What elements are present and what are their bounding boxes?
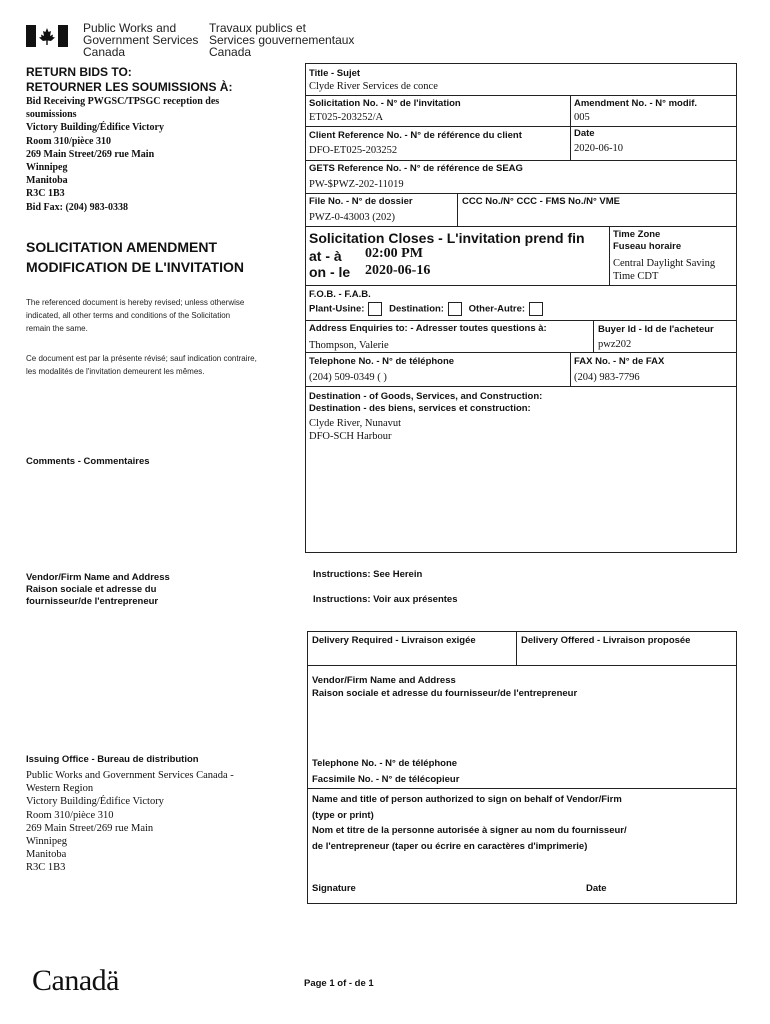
issuing-line: Manitoba [26,849,67,861]
vendor-left-line-3: fournisseur/de l'entrepreneur [26,596,159,607]
address-line: soumissions [26,109,77,121]
auth-line-3: Nom et titre de la personne autorisée à signer au nom du fournisseur/ [312,825,627,836]
address-line: Victory Building/Édifice Victory [26,122,164,134]
fob-label: F.O.B. - F.A.B. [309,289,371,300]
gets-reference-label: GETS Reference No. - N° de référence de SEAG [309,163,523,174]
ccc-no-label: CCC No./N° CCC - FMS No./N° VME [462,196,621,207]
return-bids-title-en: RETURN BIDS TO: [26,65,132,79]
note-line: The referenced document is hereby revised; unless otherwise [26,298,245,307]
auth-line-4: de l'entrepreneur (taper ou écrire en caractères d'imprimerie) [312,840,588,852]
time-zone-label-fr: Fuseau horaire [613,241,682,252]
other-autre-label: Other-Autre: [468,303,526,315]
fob-options [309,302,547,317]
dept-fr-line-2: Services gouvernementaux [209,33,355,47]
amendment-note-en [26,296,244,335]
delivery-required-label: Delivery Required - Livraison exigée [312,635,476,646]
time-zone-value [613,257,715,283]
comments-label: Comments - Commentaires [26,456,150,467]
buyer-id-value: pwz202 [598,339,632,350]
vendor-left-line-1: Vendor/Firm Name and Address [26,572,170,583]
address-line: Winnipeg [26,162,68,174]
issuing-line: R3C 1B3 [26,862,66,874]
time-zone-value-line-1: Central Daylight Saving [613,258,716,269]
amendment-no-label: Amendment No. - N° modif. [574,98,698,109]
vendor-telephone-label: Telephone No. - N° de téléphone [312,758,458,769]
delivery-offered-label: Delivery Offered - Livraison proposée [521,635,691,646]
destination-option-label: Destination: [389,303,444,315]
address-line: Manitoba [26,175,68,187]
vendor-firm-name-label [312,674,577,700]
time-zone-value-line-2: Time CDT [613,271,659,282]
address-line: 269 Main Street/269 rue Main [26,148,155,160]
vendor-left-line-2: Raison sociale et adresse du [26,584,157,595]
address-line: R3C 1B3 [26,188,65,200]
dept-fr-line-3: Canada [209,45,252,59]
dept-en-line-1: Public Works and [83,21,177,35]
note-line: Ce document est par la présente révisé; sauf indication contraire, [26,354,257,363]
signature-date-label: Date [586,883,607,894]
amendment-note-fr [26,352,257,378]
buyer-id-label: Buyer Id - Id de l'acheteur [598,324,714,335]
issuing-office-address [26,769,234,875]
client-reference-label: Client Reference No. - N° de référence du client [309,130,522,141]
return-bids-title [26,65,232,95]
issuing-line: Western Region [26,783,94,795]
canada-flag-logo [26,25,68,47]
issuing-office-label: Issuing Office - Bureau de distribution [26,754,199,765]
amendment-title [26,237,244,277]
bid-fax: Bid Fax: (204) 983-0338 [26,201,128,213]
date-label: Date [574,128,595,139]
page-number: Page 1 of - de 1 [304,978,374,989]
note-line: remain the same. [26,324,88,333]
dept-fr-line-1: Travaux publics et [209,21,306,35]
dept-en-line-3: Canada [83,45,126,59]
address-line: Bid Receiving PWGSC/TPSGC reception des [26,96,220,107]
instructions-fr: Instructions: Voir aux présentes [313,594,458,605]
vendor-name-line-1: Vendor/Firm Name and Address [312,675,456,686]
destination-value-line-1: Clyde River, Nunavut [309,418,402,429]
department-name-fr [209,22,354,58]
destination-value-line-2: DFO-SCH Harbour [309,431,392,442]
issuing-line: Public Works and Government Services Canada - [26,770,234,781]
note-line: indicated, all other terms and conditions of the Solicitation [26,311,231,320]
closes-date-value: 2020-06-16 [365,263,431,278]
address-line: Room 310/pièce 310 [26,135,111,147]
title-value: Clyde River Services de conce [309,81,438,92]
vendor-name-line-2: Raison sociale et adresse du fournisseur/de l'entrepreneur [312,688,578,699]
amendment-no-value: 005 [574,112,590,123]
destination-label [309,391,542,415]
date-value: 2020-06-10 [574,143,623,154]
title-label: Title - Sujet [309,68,361,79]
signature-label: Signature [312,883,356,894]
issuing-line: 269 Main Street/269 rue Main [26,822,154,834]
plant-usine-label: Plant-Usine: [309,303,365,315]
destination-label-fr: Destination - des biens, services et construction: [309,403,531,414]
gets-reference-value: PW-$PWZ-202-11019 [309,179,404,190]
file-no-value: PWZ-0-43003 (202) [309,212,396,223]
amendment-title-fr: MODIFICATION DE L'INVITATION [26,259,244,275]
amendment-title-en: SOLICITATION AMENDMENT [26,239,218,255]
return-bids-address [26,95,219,214]
issuing-line: Victory Building/Édifice Victory [26,796,164,808]
instructions-en: Instructions: See Herein [313,569,423,580]
time-zone-label-en: Time Zone [613,229,661,240]
department-name-en [83,22,198,58]
file-no-label: File No. - N° de dossier [309,196,413,207]
time-zone-label [613,229,681,253]
closes-on-label: on - le [309,264,351,280]
vendor-firm-label-left [26,572,170,608]
auth-line-2: (type or print) [312,809,374,821]
solicitation-no-value: ET025-203252/A [309,112,384,123]
auth-line-1: Name and title of person authorized to sign on behalf of Vendor/Firm [312,794,622,805]
closes-time-value: 02:00 PM [365,246,423,261]
authorized-person-label [312,792,627,854]
telephone-value: (204) 509-0349 ( ) [309,372,387,383]
issuing-line: Winnipeg [26,836,67,848]
client-reference-value: DFO-ET025-203252 [309,145,398,156]
solicitation-closes-title: Solicitation Closes - L'invitation prend fin [309,230,585,246]
destination-checkbox[interactable] [448,302,462,316]
other-autre-checkbox[interactable] [529,302,543,316]
closes-at-label: at - à [309,248,342,264]
issuing-line: Room 310/pièce 310 [26,809,114,821]
solicitation-no-label: Solicitation No. - N° de l'invitation [309,98,461,109]
vendor-facsimile-label: Facsimile No. - N° de télécopieur [312,774,460,785]
fax-label: FAX No. - N° de FAX [574,356,665,367]
telephone-label: Telephone No. - N° de téléphone [309,356,455,367]
enquiries-value: Thompson, Valerie [309,340,389,351]
dept-en-line-2: Government Services [83,33,199,47]
plant-usine-checkbox[interactable] [368,302,382,316]
canada-wordmark: Canadä [32,964,119,997]
note-line: les modalités de l'invitation demeurent les mêmes. [26,367,205,376]
enquiries-label: Address Enquiries to: - Adresser toutes questions à: [309,323,547,334]
fax-value: (204) 983-7796 [574,372,640,383]
destination-label-en: Destination - of Goods, Services, and Construction: [309,391,543,402]
destination-value [309,417,401,443]
return-bids-title-fr: RETOURNER LES SOUMISSIONS À: [26,80,233,94]
